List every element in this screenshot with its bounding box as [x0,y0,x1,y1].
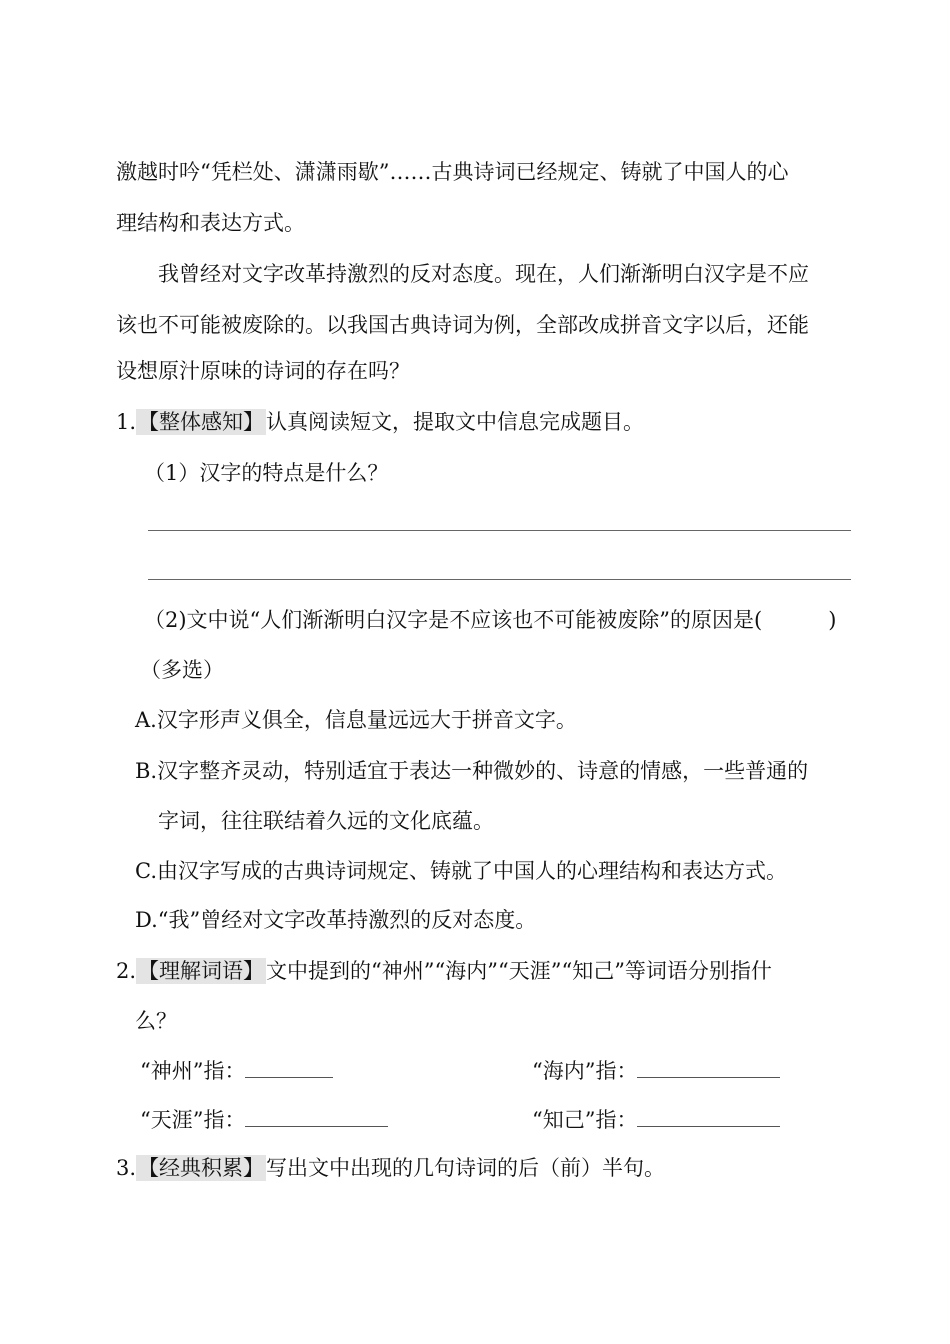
option-d: D.“我”曾经对文字改革持激烈的反对态度。 [135,908,537,932]
option-b-line-1: B.汉字整齐灵动，特别适宜于表达一种微妙的、诗意的情感，一些普通的 [135,759,809,783]
sub-2-close-paren: ) [828,608,837,632]
question-2 [116,956,772,986]
question-1 [116,407,644,437]
question-2-line-2: 么？ [135,1009,177,1033]
question-3 [116,1153,665,1183]
question-number: 3. [116,1156,137,1180]
question-tag: 【经典积累】 [138,1156,265,1180]
question-tag: 【理解词语】 [138,959,265,983]
answer-line-2[interactable] [148,579,851,580]
zhiji-label: “知己”指： [532,1108,638,1132]
question-1-sub-2 [144,605,836,635]
question-number: 2. [116,959,137,983]
passage-line-3: 我曾经对文字改革持激烈的反对态度。现在，人们渐渐明白汉字是不应 [158,262,809,286]
option-c: C.由汉字写成的古典诗词规定、铸就了中国人的心理结构和表达方式。 [135,859,787,883]
passage-line-5: 设想原汁原味的诗词的存在吗？ [116,359,410,383]
passage-line-2: 理结构和表达方式。 [116,211,305,235]
passage-line-4: 该也不可能被废除的。以我国古典诗词为例，全部改成拼音文字以后，还能 [116,313,809,337]
question-number: 1. [116,410,137,434]
question-tag: 【整体感知】 [138,410,265,434]
tianya-label: “天涯”指： [140,1108,246,1132]
shenzhou-item [140,1055,333,1086]
option-a: A.汉字形声义俱全，信息量远远大于拼音文字。 [135,708,577,732]
zhiji-item [532,1104,780,1135]
question-text: 写出文中出现的几句诗词的后（前）半句。 [266,1156,666,1180]
question-text: 文中提到的“神州”“海内”“天涯”“知己”等词语分别指什 [266,959,772,983]
tianya-item [140,1104,388,1135]
shenzhou-label: “神州”指： [140,1059,246,1083]
question-text: 认真阅读短文，提取文中信息完成题目。 [266,410,645,434]
question-1-multi-select-note: （多选） [140,658,224,682]
sub-2-text: （2)文中说“人们渐渐明白汉字是不应该也不可能被废除”的原因是( [144,608,763,632]
answer-line-1[interactable] [148,530,851,531]
hainei-blank[interactable] [637,1055,780,1078]
hainei-label: “海内”指： [532,1059,638,1083]
tianya-blank[interactable] [245,1104,388,1127]
passage-line-1: 激越时吟“凭栏处、潇潇雨歇”……古典诗词已经规定、铸就了中国人的心 [116,160,789,184]
shenzhou-blank[interactable] [245,1055,333,1078]
zhiji-blank[interactable] [637,1104,780,1127]
hainei-item [532,1055,780,1086]
question-1-sub-1: （1）汉字的特点是什么？ [144,461,389,485]
option-b-line-2: 字词，往往联结着久远的文化底蕴。 [158,809,494,833]
